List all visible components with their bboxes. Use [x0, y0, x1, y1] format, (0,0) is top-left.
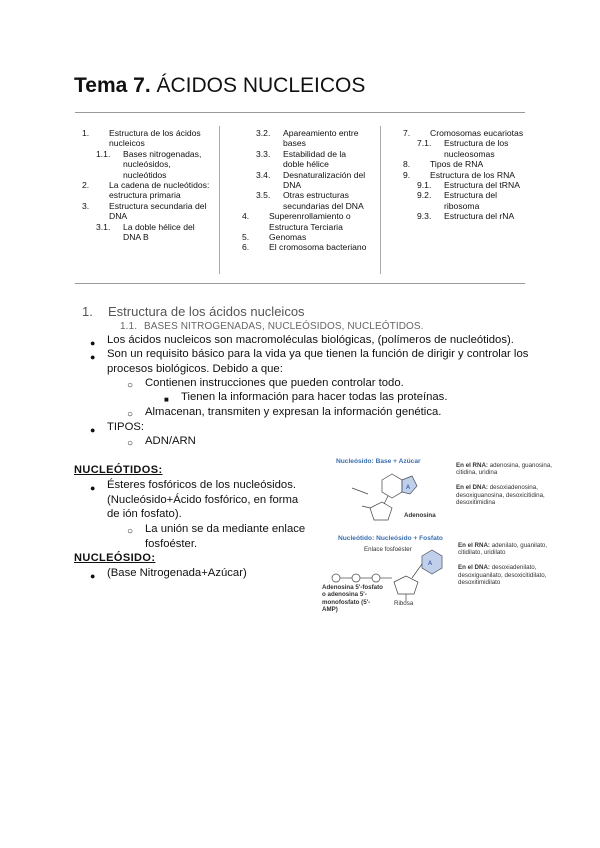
list-item: Contienen instrucciones que pueden controlar todo. — [145, 377, 404, 389]
bullet-dot: ● — [90, 352, 96, 362]
toc-entry-number: 3.5. — [256, 190, 271, 201]
toc-entry-label: Estructura de los nucleosomas — [444, 138, 509, 159]
toc-entry[interactable] — [242, 211, 367, 232]
svg-text:A: A — [428, 560, 433, 567]
toc-separator — [219, 126, 220, 274]
list-item-continued: procesos biológicos. Debido a que: — [107, 363, 283, 375]
toc-entry-label: El cromosoma bacteriano — [269, 242, 367, 253]
toc-entry[interactable] — [242, 232, 367, 242]
bullet-circle: ○ — [127, 438, 134, 449]
list-item-continued: (Nucleósido+Ácido fosfórico, en forma — [107, 494, 299, 506]
label-amp: Adenosina 5'-fosfato o adenosina 5'-monofosfato (5'-AMP) — [322, 584, 383, 614]
toc-entry-label: Superenrollamiento o Estructura Terciaria — [269, 211, 351, 232]
list-item-continued: de ión fosfato). — [107, 508, 182, 520]
list-item: TIPOS: — [107, 421, 145, 433]
toc-entry-label: Estructura del tRNA — [444, 180, 520, 191]
page-title: Tema 7. ÁCIDOS NUCLEICOS — [74, 74, 366, 97]
bullet-circle: ○ — [127, 526, 134, 537]
list-item: Los ácidos nucleicos son macromoléculas biológicas, (polímeros de nucleótidos). — [107, 334, 514, 346]
toc-column-3 — [403, 128, 528, 222]
toc-entry-label: Apareamiento entre bases — [283, 128, 359, 149]
toc-entry-number: 1.1. — [96, 148, 111, 159]
toc-entry-number: 8. — [403, 159, 411, 170]
nucleotide-figure — [322, 456, 562, 616]
base-ring — [382, 474, 402, 498]
list-item: Almacenan, transmiten y expresan la información genética. — [145, 406, 442, 418]
toc-separator — [380, 126, 381, 274]
toc-entry-label: Estructura de los ácidos nucleicos — [109, 128, 201, 149]
figure-title-nucleosido: Nucleósido: Base + Azúcar — [336, 458, 421, 465]
section-heading: 1. Estructura de los ácidos nucleicos — [82, 304, 305, 319]
toc-entry[interactable] — [242, 242, 367, 252]
list-item: (Base Nitrogenada+Azúcar) — [107, 567, 247, 579]
list-item: ADN/ARN — [145, 435, 196, 447]
list-item-continued: fosfoéster. — [145, 538, 198, 550]
toc-entry[interactable] — [403, 170, 528, 180]
toc-entry-number: 9. — [403, 169, 411, 180]
svg-text:A: A — [406, 484, 411, 491]
toc-entry-label: Estabilidad de la doble hélice — [283, 148, 347, 170]
toc-entry-label: Estructura del rNA — [444, 211, 515, 222]
toc-entry[interactable] — [242, 190, 367, 211]
list-item: La unión se da mediante enlace — [145, 523, 306, 535]
nucleosido-heading: NUCLEÓSIDO: — [74, 552, 156, 564]
toc-entry[interactable] — [82, 201, 212, 222]
list-item: Tienen la información para hacer todas las proteínas. — [181, 391, 448, 403]
toc-entry[interactable] — [403, 138, 528, 159]
toc-column-1 — [82, 128, 212, 242]
toc-entry-number: 3.2. — [256, 128, 271, 138]
bullet-circle: ○ — [127, 380, 134, 391]
toc-entry[interactable] — [403, 128, 528, 138]
toc-entry[interactable] — [403, 159, 528, 169]
toc-entry[interactable] — [82, 149, 212, 180]
list-item: Son un requisito básico para la vida ya que tienen la función de dirigir y controlar los — [107, 348, 529, 360]
bullet-dot: ● — [90, 571, 96, 581]
toc-column-2 — [242, 128, 367, 253]
toc-entry[interactable] — [242, 149, 367, 170]
label-enlace-fosfoester: Enlace fosfoéster — [364, 546, 412, 553]
toc-entry-number: 3.4. — [256, 169, 271, 180]
toc-entry-label: La cadena de nucleótidos: estructura primaria — [109, 180, 210, 201]
toc-entry-label: Estructura secundaria del DNA — [109, 200, 207, 222]
toc-entry-number: 7. — [403, 128, 411, 138]
toc-entry-number: 3. — [82, 200, 90, 211]
toc-entry-number: 4. — [242, 211, 250, 222]
toc-entry[interactable] — [82, 180, 212, 201]
nucleotidos-heading: NUCLEÓTIDOS: — [74, 464, 163, 476]
toc-entry-label: Estructura del ribosoma — [444, 190, 498, 211]
toc-entry-label: Estructura de los RNA — [430, 169, 516, 180]
toc-entry-number: 1. — [82, 128, 90, 138]
note-nucleotidos: En el RNA: adenilato, guanilato, citidilato, uridilato En el DNA: desoxiadenilato, desoxiguanilato, desoxicitidilato, desoxitimidilato — [458, 542, 548, 587]
toc-entry-label: Otras estructuras secundarias del DNA — [283, 190, 364, 211]
bullet-dot: ● — [90, 338, 96, 348]
toc-entry-number: 6. — [242, 242, 250, 253]
toc-entry-label: Desnaturalización del DNA — [283, 169, 366, 191]
toc-entry-number: 2. — [82, 180, 90, 191]
bullet-circle: ○ — [127, 409, 134, 420]
toc-entry-label: Genomas — [269, 232, 307, 243]
toc-entry-label: La doble hélice del DNA B — [123, 221, 195, 243]
sugar-ring — [394, 576, 418, 594]
subsection-heading: 1.1. BASES NITROGENADAS, NUCLEÓSIDOS, NUCLEÓTIDOS. — [120, 321, 424, 332]
bullet-square: ■ — [164, 395, 169, 404]
toc-divider — [75, 283, 525, 284]
toc-entry[interactable] — [403, 211, 528, 221]
title-divider — [75, 112, 525, 113]
note-nucleosidos: En el RNA: adenosina, guanosina, citidina, uridina En el DNA: desoxiadenosina, desoxiguanosina, desoxicitidina, desoxitimidina — [456, 462, 552, 507]
list-item: Ésteres fosfóricos de los nucleósidos. — [107, 479, 297, 491]
bullet-dot: ● — [90, 425, 96, 435]
toc-entry-number: 9.1. — [417, 180, 432, 191]
toc-entry-label: Bases nitrogenadas, nucleósidos, nucleótidos — [123, 148, 202, 180]
toc-entry-label: Tipos de RNA — [430, 159, 484, 170]
toc-entry[interactable] — [242, 170, 367, 191]
toc-entry-number: 3.1. — [96, 221, 111, 232]
toc-entry-number: 9.2. — [417, 190, 432, 201]
toc-entry-number: 7.1. — [417, 138, 432, 149]
toc-entry-number: 5. — [242, 232, 250, 243]
toc-entry-label: Cromosomas eucariotas — [430, 128, 524, 138]
toc-entry[interactable] — [242, 128, 367, 149]
label-adenosina: Adenosina — [404, 512, 436, 519]
figure-title-nucleotido: Nucleótido: Nucleósido + Fosfato — [338, 535, 443, 542]
toc-entry-number: 3.3. — [256, 148, 271, 159]
toc-entry[interactable] — [82, 222, 212, 243]
label-ribosa: Ribosa — [394, 600, 414, 607]
bullet-dot: ● — [90, 483, 96, 493]
toc-entry[interactable] — [82, 128, 212, 149]
sugar-ring — [370, 502, 392, 520]
toc-entry[interactable] — [403, 190, 528, 211]
toc-entry[interactable] — [403, 180, 528, 190]
toc-entry-number: 9.3. — [417, 211, 432, 222]
